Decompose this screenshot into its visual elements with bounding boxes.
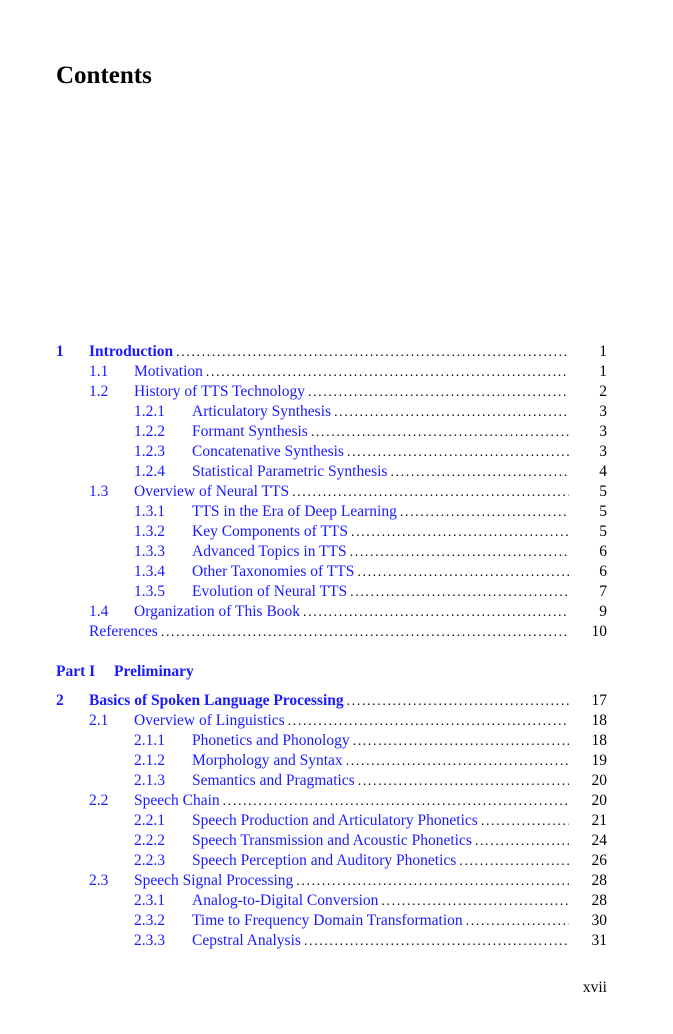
page-number: 17 <box>591 692 607 709</box>
page-number: 10 <box>591 623 607 640</box>
toc-subsection-1-3-1[interactable] <box>0 502 673 522</box>
toc-subsection-1-3-3[interactable] <box>0 542 673 562</box>
toc-subsection-1-3-5[interactable] <box>0 582 673 602</box>
section-title-link[interactable]: Speech Signal Processing ..... <box>134 871 569 892</box>
subsection-number: 2.2.2 <box>134 832 165 849</box>
section-title-link[interactable]: Motivation ..... <box>134 362 569 383</box>
subsection-title-link[interactable]: Semantics and Pragmatics ..... <box>192 771 569 792</box>
chapter-title-link[interactable]: Basics of Spoken Language Processing ..... <box>89 691 569 712</box>
page-number: 3 <box>599 443 607 460</box>
subsection-title-link[interactable]: Morphology and Syntax ..... <box>192 751 569 772</box>
subsection-title-link[interactable]: Speech Perception and Auditory Phonetics ..... <box>192 851 569 872</box>
subsection-number: 1.2.3 <box>134 443 165 460</box>
page-title: Contents <box>56 62 152 89</box>
toc-subsection-1-3-4[interactable] <box>0 562 673 582</box>
subsection-number: 2.2.1 <box>134 812 165 829</box>
page-number: 7 <box>599 583 607 600</box>
page-number: 3 <box>599 423 607 440</box>
subsection-title-link[interactable]: Time to Frequency Domain Transformation ..... <box>192 911 569 932</box>
page-number: 26 <box>591 852 607 869</box>
toc-subsection-2-3-3[interactable] <box>0 931 673 951</box>
toc-subsection-2-2-3[interactable] <box>0 851 673 871</box>
page-number: 30 <box>591 912 607 929</box>
subsection-title-link[interactable]: Key Components of TTS ..... <box>192 522 569 543</box>
dot-leader <box>296 872 569 892</box>
chapter-number: 1 <box>56 343 64 360</box>
page-number: 24 <box>591 832 607 849</box>
toc-subsection-2-1-2[interactable] <box>0 751 673 771</box>
subsection-title-link[interactable]: Speech Production and Articulatory Phonetics ..... <box>192 811 569 832</box>
section-number: 2.3 <box>89 872 109 889</box>
page-number: 18 <box>591 712 607 729</box>
page-folio: xvii <box>582 979 607 996</box>
subsection-title-link[interactable]: Articulatory Synthesis ..... <box>192 402 569 423</box>
dot-leader <box>304 932 569 952</box>
dot-leader <box>350 583 569 603</box>
toc-section-1-3[interactable] <box>0 482 673 502</box>
section-number: 1.4 <box>89 603 109 620</box>
toc-section-1-2[interactable] <box>0 382 673 402</box>
section-number: 1.1 <box>89 363 109 380</box>
page-number: 1 <box>599 363 607 380</box>
dot-leader <box>357 563 569 583</box>
dot-leader <box>347 692 569 712</box>
subsection-title-link[interactable]: Advanced Topics in TTS ..... <box>192 542 569 563</box>
subsection-number: 1.3.5 <box>134 583 165 600</box>
page-number: 20 <box>591 772 607 789</box>
section-number: 2.2 <box>89 792 109 809</box>
toc-subsection-1-2-3[interactable] <box>0 442 673 462</box>
toc-subsection-1-2-4[interactable] <box>0 462 673 482</box>
subsection-title-link[interactable]: TTS in the Era of Deep Learning ..... <box>192 502 569 523</box>
section-title-link[interactable]: Overview of Neural TTS ..... <box>134 482 569 503</box>
subsection-number: 2.3.3 <box>134 932 165 949</box>
dot-leader <box>358 772 569 792</box>
subsection-title-link[interactable]: Evolution of Neural TTS ..... <box>192 582 569 603</box>
page-number: 20 <box>591 792 607 809</box>
page-number: 3 <box>599 403 607 420</box>
toc-section-2-3[interactable] <box>0 871 673 891</box>
subsection-number: 1.3.3 <box>134 543 165 560</box>
subsection-title-link[interactable]: Analog-to-Digital Conversion ..... <box>192 891 569 912</box>
subsection-number: 2.1.2 <box>134 752 165 769</box>
toc-subsection-2-2-1[interactable] <box>0 811 673 831</box>
toc-part-1[interactable] <box>0 662 673 682</box>
page-number: 6 <box>599 563 607 580</box>
part-number: Part I <box>56 663 96 680</box>
page-number: 5 <box>599 483 607 500</box>
toc-subsection-2-1-3[interactable] <box>0 771 673 791</box>
section-title-link[interactable]: Overview of Linguistics ..... <box>134 711 569 732</box>
page-number: 1 <box>599 343 607 360</box>
toc-subsection-2-2-2[interactable] <box>0 831 673 851</box>
page-number: 5 <box>599 523 607 540</box>
subsection-title-link[interactable]: Other Taxonomies of TTS ..... <box>192 562 569 583</box>
subsection-number: 1.3.4 <box>134 563 165 580</box>
section-title-link[interactable]: Speech Chain ..... <box>134 791 569 812</box>
page-number: 2 <box>599 383 607 400</box>
dot-leader <box>176 343 569 363</box>
toc-subsection-2-3-1[interactable] <box>0 891 673 911</box>
section-number: 2.1 <box>89 712 109 729</box>
subsection-number: 2.3.2 <box>134 912 165 929</box>
section-title-link[interactable]: Organization of This Book ..... <box>134 602 569 623</box>
subsection-title-link[interactable]: Concatenative Synthesis ..... <box>192 442 569 463</box>
toc-subsection-2-3-2[interactable] <box>0 911 673 931</box>
toc-subsection-2-1-1[interactable] <box>0 731 673 751</box>
dot-leader <box>381 892 569 912</box>
subsection-number: 1.3.2 <box>134 523 165 540</box>
page-number: 6 <box>599 543 607 560</box>
subsection-number: 1.2.2 <box>134 423 165 440</box>
dot-leader <box>481 812 569 832</box>
dot-leader <box>353 732 569 752</box>
subsection-number: 2.3.1 <box>134 892 165 909</box>
subsection-title-link[interactable]: Cepstral Analysis ..... <box>192 931 569 952</box>
dot-leader <box>303 603 569 623</box>
page-number: 5 <box>599 503 607 520</box>
subsection-title-link[interactable]: Phonetics and Phonology ..... <box>192 731 569 752</box>
toc-subsection-1-3-2[interactable] <box>0 522 673 542</box>
toc-chapter-2[interactable] <box>0 691 673 711</box>
page-number: 9 <box>599 603 607 620</box>
page-number: 19 <box>591 752 607 769</box>
toc-section-2-1[interactable] <box>0 711 673 731</box>
page-number: 28 <box>591 872 607 889</box>
dot-leader <box>346 752 569 772</box>
dot-leader <box>350 543 569 563</box>
subsection-title-link[interactable]: Formant Synthesis ..... <box>192 422 569 443</box>
subsection-title-link[interactable]: Speech Transmission and Acoustic Phonetics ..... <box>192 831 569 852</box>
dot-leader <box>308 383 569 403</box>
subsection-number: 1.2.4 <box>134 463 165 480</box>
dot-leader <box>390 463 569 483</box>
subsection-number: 2.1.3 <box>134 772 165 789</box>
toc-subsection-1-2-2[interactable] <box>0 422 673 442</box>
subsection-number: 2.2.3 <box>134 852 165 869</box>
toc-section-1-1[interactable] <box>0 362 673 382</box>
references-link[interactable]: References ..... <box>89 622 569 643</box>
subsection-number: 1.3.1 <box>134 503 165 520</box>
dot-leader <box>292 483 569 503</box>
page-number: 4 <box>599 463 607 480</box>
dot-leader <box>288 712 569 732</box>
dot-leader <box>466 912 569 932</box>
subsection-number: 2.1.1 <box>134 732 165 749</box>
dot-leader <box>351 523 569 543</box>
dot-leader <box>475 832 569 852</box>
subsection-number: 1.2.1 <box>134 403 165 420</box>
dot-leader <box>400 503 569 523</box>
chapter-number: 2 <box>56 692 64 709</box>
toc-section-2-2[interactable] <box>0 791 673 811</box>
section-number: 1.3 <box>89 483 109 500</box>
dot-leader <box>311 423 569 443</box>
dot-leader <box>206 363 569 383</box>
section-title-link[interactable]: History of TTS Technology ..... <box>134 382 569 403</box>
page-number: 21 <box>591 812 607 829</box>
dot-leader <box>347 443 569 463</box>
subsection-title-link[interactable]: Statistical Parametric Synthesis ..... <box>192 462 569 483</box>
page-number: 31 <box>591 932 607 949</box>
dot-leader <box>334 403 569 423</box>
page-number: 28 <box>591 892 607 909</box>
toc-subsection-1-2-1[interactable] <box>0 402 673 422</box>
dot-leader <box>459 852 569 872</box>
toc-section-1-4[interactable] <box>0 602 673 622</box>
chapter-title-link[interactable]: Introduction ..... <box>89 342 569 363</box>
dot-leader <box>223 792 569 812</box>
part-title-link[interactable]: Preliminary <box>114 663 194 680</box>
section-number: 1.2 <box>89 383 109 400</box>
toc-chapter-1[interactable] <box>0 342 673 362</box>
page-number: 18 <box>591 732 607 749</box>
dot-leader <box>161 623 569 643</box>
toc-references[interactable] <box>0 622 673 642</box>
